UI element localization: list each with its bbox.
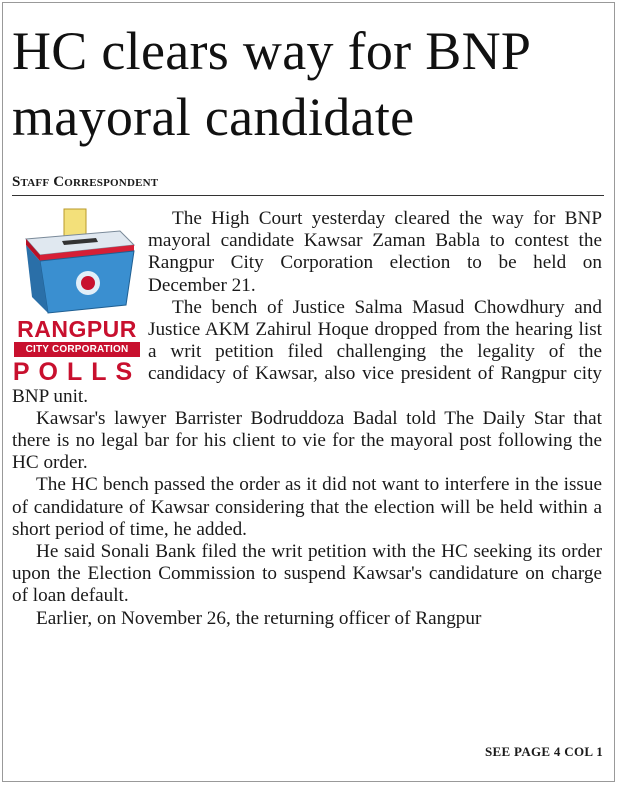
logo-city-corporation-text: CITY CORPORATION [14, 342, 140, 357]
article-byline: Staff Correspondent [12, 174, 159, 190]
article-paragraph: He said Sonali Bank filed the writ petition with the HC seeking its order upon the Election Commission to suspend Kawsar's candidature on charge of loan default. [12, 541, 602, 607]
article-paragraph: Kawsar's lawyer Barrister Bodruddoza Badal told The Daily Star that there is no legal bar for his client to vie for the mayoral post following the HC order. [12, 407, 602, 474]
article-headline: HC clears way for BNP mayoral candidate [12, 21, 530, 147]
article-paragraph: The HC bench passed the order as it did not want to interfere in the issue of candidature of Kawsar considering that the election will be held within a short period of time, he added. [12, 474, 602, 540]
article-paragraph: Earlier, on November 26, the returning officer of Rangpur [36, 607, 482, 629]
logo-polls-text: POLLS [12, 358, 142, 386]
logo-rangpur-text: RANGPUR [17, 316, 137, 342]
continuation-link[interactable]: SEE PAGE 4 COL 1 [485, 744, 603, 759]
article-paragraph: The bench of Justice Salma Masud Chowdhury and Justice AKM Zahirul Hoque dropped from the hearing list a writ petition filed challenging the legality of the candidacy of Kawsar, also vice president of Rangpur city BNP unit. [12, 296, 602, 407]
article-paragraph: The High Court yesterday cleared the way for BNP mayoral candidate Kawsar Zaman Babla to contest the Rangpur City Corporation election to be held on December 21. [148, 208, 602, 296]
article-body [12, 208, 602, 630]
byline-divider [12, 195, 604, 196]
